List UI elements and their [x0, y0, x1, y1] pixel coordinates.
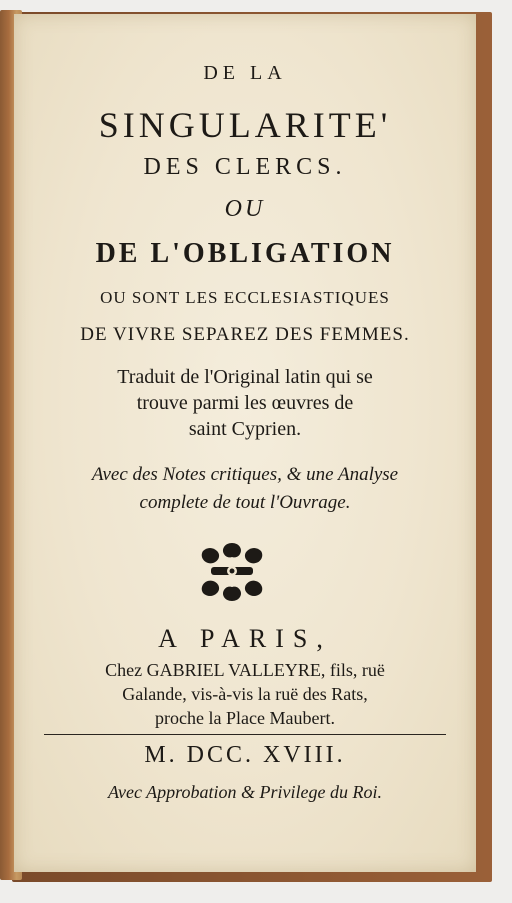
imprint-line-1: Chez GABRIEL VALLEYRE, fils, ruë — [105, 660, 385, 680]
title-line-des-clercs: DES CLERCS. — [143, 154, 347, 180]
title-line-ecclesiastiques: OU SONT LES ECCLESIASTIQUES — [100, 288, 390, 307]
title-main: SINGULARITE' — [98, 105, 392, 145]
imprint-line-3: proche la Place Maubert. — [155, 708, 335, 728]
printer-ornament-icon — [197, 539, 267, 605]
title-line-obligation: DE L'OBLIGATION — [95, 238, 395, 269]
title-line-de-la: DE LA — [203, 62, 287, 84]
title-page — [14, 14, 476, 872]
subtitle-line-1: Traduit de l'Original latin qui se — [117, 366, 373, 388]
notes-line-1: Avec des Notes critiques, & une Analyse — [91, 464, 399, 485]
subtitle-line-2: trouve parmi les œuvres de — [136, 392, 354, 414]
privilege-line: Avec Approbation & Privilege du Roi. — [108, 782, 382, 802]
title-line-separez: DE VIVRE SEPAREZ DES FEMMES. — [80, 324, 410, 345]
notes-line-2: complete de tout l'Ouvrage. — [139, 492, 351, 513]
title-line-ou: OU — [224, 196, 266, 222]
imprint-line-2: Galande, vis-à-vis la ruë des Rats, — [122, 684, 368, 704]
imprint-city: A PARIS, — [158, 624, 332, 653]
subtitle-line-3: saint Cyprien. — [188, 418, 302, 440]
divider-rule — [44, 734, 446, 735]
imprint-date: M. DCC. XVIII. — [144, 742, 346, 768]
